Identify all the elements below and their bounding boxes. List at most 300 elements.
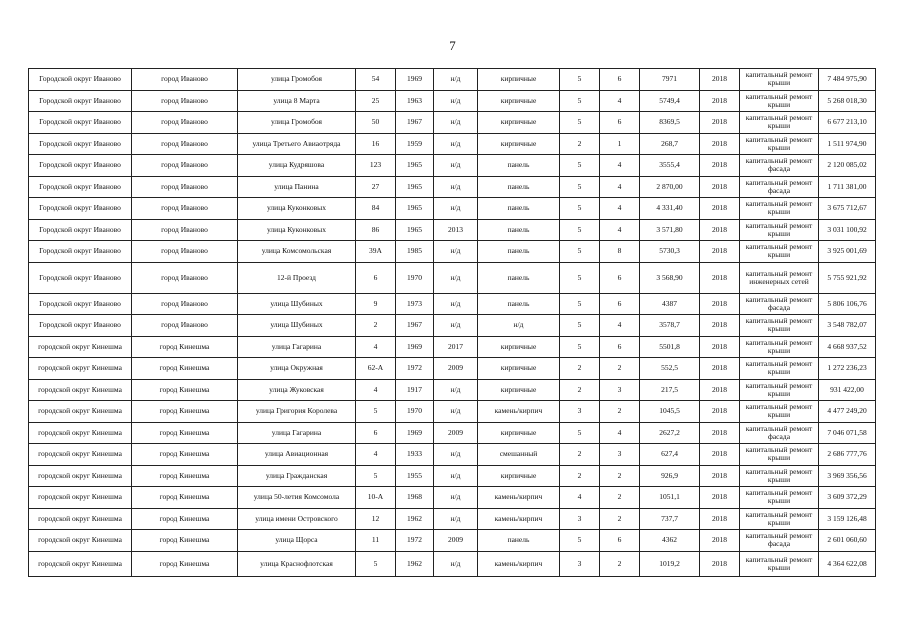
cell-entrances: 2 [600, 465, 640, 487]
cell-street: улица Жуковская [238, 379, 356, 401]
cell-city: город Иваново [132, 219, 238, 241]
cell-year: 1973 [396, 293, 434, 315]
cell-cost: 4 477 249,20 [819, 401, 876, 423]
cell-district: Городской округ Иваново [29, 262, 132, 293]
cell-district: городской округ Кинешма [29, 508, 132, 530]
cell-floors: 2 [560, 133, 600, 155]
cell-street: улица Гражданская [238, 465, 356, 487]
cell-year: 1965 [396, 198, 434, 220]
cell-street: улица Громобоя [238, 112, 356, 134]
cell-material: кирпичные [478, 379, 560, 401]
cell-year: 1969 [396, 422, 434, 444]
cell-plan-year: 2018 [700, 444, 740, 466]
cell-city: город Кинешма [132, 551, 238, 576]
cell-renov: н/д [434, 551, 478, 576]
table-row [29, 90, 876, 112]
cell-entrances: 4 [600, 315, 640, 337]
cell-house: 11 [356, 530, 396, 552]
cell-entrances: 6 [600, 293, 640, 315]
cell-work: капитальный ремонт крыши [740, 336, 819, 358]
cell-city: город Иваново [132, 293, 238, 315]
cell-floors: 5 [560, 336, 600, 358]
cell-city: город Иваново [132, 241, 238, 263]
cell-area: 268,7 [640, 133, 700, 155]
cell-year: 1972 [396, 358, 434, 380]
cell-district: городской округ Кинешма [29, 530, 132, 552]
cell-area: 3578,7 [640, 315, 700, 337]
cell-district: городской округ Кинешма [29, 422, 132, 444]
cell-district: городской округ Кинешма [29, 336, 132, 358]
cell-city: город Кинешма [132, 487, 238, 509]
cell-floors: 5 [560, 293, 600, 315]
cell-material: кирпичные [478, 90, 560, 112]
cell-district: Городской округ Иваново [29, 155, 132, 177]
cell-house: 4 [356, 336, 396, 358]
table-row [29, 444, 876, 466]
cell-work: капитальный ремонт крыши [740, 487, 819, 509]
cell-work: капитальный ремонт крыши [740, 198, 819, 220]
cell-house: 12 [356, 508, 396, 530]
cell-district: городской округ Кинешма [29, 551, 132, 576]
cell-entrances: 6 [600, 112, 640, 134]
cell-area: 627,4 [640, 444, 700, 466]
cell-city: город Иваново [132, 69, 238, 91]
cell-plan-year: 2018 [700, 401, 740, 423]
table-row [29, 112, 876, 134]
cell-work: капитальный ремонт крыши [740, 465, 819, 487]
cell-area: 8369,5 [640, 112, 700, 134]
cell-year: 1968 [396, 487, 434, 509]
cell-district: Городской округ Иваново [29, 133, 132, 155]
cell-house: 4 [356, 379, 396, 401]
cell-material: н/д [478, 315, 560, 337]
cell-city: город Кинешма [132, 422, 238, 444]
cell-cost: 5 806 106,76 [819, 293, 876, 315]
cell-street: улица Гагарина [238, 422, 356, 444]
cell-renov: 2009 [434, 530, 478, 552]
cell-floors: 5 [560, 241, 600, 263]
cell-year: 1985 [396, 241, 434, 263]
cell-material: панель [478, 219, 560, 241]
cell-renov: н/д [434, 487, 478, 509]
cell-area: 3 568,90 [640, 262, 700, 293]
cell-year: 1970 [396, 262, 434, 293]
cell-year: 1962 [396, 551, 434, 576]
cell-city: город Иваново [132, 198, 238, 220]
cell-material: кирпичные [478, 422, 560, 444]
cell-work: капитальный ремонт крыши [740, 551, 819, 576]
cell-work: капитальный ремонт крыши [740, 90, 819, 112]
cell-plan-year: 2018 [700, 379, 740, 401]
cell-work: капитальный ремонт инженерных сетей [740, 262, 819, 293]
cell-material: панель [478, 155, 560, 177]
cell-district: Городской округ Иваново [29, 112, 132, 134]
cell-cost: 3 031 100,92 [819, 219, 876, 241]
cell-material: панель [478, 530, 560, 552]
cell-renov: н/д [434, 176, 478, 198]
cell-work: капитальный ремонт крыши [740, 379, 819, 401]
cell-house: 39А [356, 241, 396, 263]
cell-entrances: 1 [600, 133, 640, 155]
cell-renov: н/д [434, 69, 478, 91]
cell-renov: н/д [434, 315, 478, 337]
table-row [29, 69, 876, 91]
cell-material: панель [478, 293, 560, 315]
cell-plan-year: 2018 [700, 422, 740, 444]
cell-renov: 2013 [434, 219, 478, 241]
cell-cost: 1 711 381,00 [819, 176, 876, 198]
cell-city: город Кинешма [132, 530, 238, 552]
cell-work: капитальный ремонт крыши [740, 358, 819, 380]
table-row [29, 315, 876, 337]
cell-plan-year: 2018 [700, 69, 740, 91]
cell-cost: 3 969 356,56 [819, 465, 876, 487]
cell-street: улица имени Островского [238, 508, 356, 530]
page-number: 7 [449, 38, 456, 53]
table-row [29, 133, 876, 155]
cell-renov: 2009 [434, 422, 478, 444]
cell-plan-year: 2018 [700, 315, 740, 337]
cell-renov: 2009 [434, 358, 478, 380]
cell-area: 1051,1 [640, 487, 700, 509]
cell-renov: н/д [434, 90, 478, 112]
cell-material: камень/кирпич [478, 508, 560, 530]
cell-floors: 2 [560, 444, 600, 466]
cell-work: капитальный ремонт крыши [740, 241, 819, 263]
cell-area: 5749,4 [640, 90, 700, 112]
cell-renov: 2017 [434, 336, 478, 358]
cell-cost: 3 159 126,48 [819, 508, 876, 530]
cell-renov: н/д [434, 379, 478, 401]
cell-material: кирпичные [478, 465, 560, 487]
cell-year: 1972 [396, 530, 434, 552]
cell-area: 5501,8 [640, 336, 700, 358]
cell-street: улица Краснофлотская [238, 551, 356, 576]
cell-year: 1967 [396, 315, 434, 337]
cell-house: 16 [356, 133, 396, 155]
cell-area: 1019,2 [640, 551, 700, 576]
cell-renov: н/д [434, 444, 478, 466]
cell-floors: 3 [560, 401, 600, 423]
cell-entrances: 4 [600, 198, 640, 220]
cell-street: улица Шубиных [238, 315, 356, 337]
cell-year: 1970 [396, 401, 434, 423]
cell-entrances: 2 [600, 401, 640, 423]
cell-floors: 5 [560, 422, 600, 444]
cell-material: кирпичные [478, 112, 560, 134]
cell-area: 217,5 [640, 379, 700, 401]
cell-plan-year: 2018 [700, 358, 740, 380]
cell-floors: 4 [560, 487, 600, 509]
cell-area: 926,9 [640, 465, 700, 487]
cell-street: улица Гагарина [238, 336, 356, 358]
cell-work: капитальный ремонт фасада [740, 176, 819, 198]
table-row [29, 219, 876, 241]
cell-renov: н/д [434, 198, 478, 220]
cell-cost: 931 422,00 [819, 379, 876, 401]
cell-street: улица Кудряшова [238, 155, 356, 177]
cell-floors: 2 [560, 379, 600, 401]
cell-material: камень/кирпич [478, 551, 560, 576]
cell-city: город Кинешма [132, 358, 238, 380]
table-row [29, 262, 876, 293]
cell-area: 3 571,80 [640, 219, 700, 241]
cell-floors: 5 [560, 112, 600, 134]
cell-entrances: 2 [600, 508, 640, 530]
cell-area: 3555,4 [640, 155, 700, 177]
cell-district: Городской округ Иваново [29, 293, 132, 315]
cell-year: 1969 [396, 69, 434, 91]
table-row [29, 198, 876, 220]
cell-work: капитальный ремонт крыши [740, 112, 819, 134]
cell-entrances: 4 [600, 176, 640, 198]
cell-material: панель [478, 176, 560, 198]
cell-material: кирпичные [478, 69, 560, 91]
cell-city: город Иваново [132, 112, 238, 134]
cell-house: 10-А [356, 487, 396, 509]
cell-house: 84 [356, 198, 396, 220]
cell-cost: 1 272 236,23 [819, 358, 876, 380]
cell-city: город Иваново [132, 262, 238, 293]
cell-street: улица 50-летия Комсомола [238, 487, 356, 509]
table-row [29, 487, 876, 509]
cell-cost: 1 511 974,90 [819, 133, 876, 155]
cell-house: 54 [356, 69, 396, 91]
cell-street: улица Панина [238, 176, 356, 198]
cell-street: улица Третьего Авиаотряда [238, 133, 356, 155]
cell-entrances: 4 [600, 422, 640, 444]
cell-renov: н/д [434, 241, 478, 263]
cell-plan-year: 2018 [700, 465, 740, 487]
cell-material: камень/кирпич [478, 487, 560, 509]
cell-house: 2 [356, 315, 396, 337]
cell-material: панель [478, 241, 560, 263]
cell-house: 25 [356, 90, 396, 112]
cell-district: Городской округ Иваново [29, 176, 132, 198]
cell-street: улица Щорса [238, 530, 356, 552]
cell-floors: 2 [560, 465, 600, 487]
cell-floors: 3 [560, 551, 600, 576]
table-row [29, 530, 876, 552]
cell-plan-year: 2018 [700, 219, 740, 241]
cell-floors: 5 [560, 155, 600, 177]
cell-street: улица Комсомольская [238, 241, 356, 263]
cell-street: улица Куконковых [238, 219, 356, 241]
cell-cost: 5 755 921,92 [819, 262, 876, 293]
cell-city: город Кинешма [132, 401, 238, 423]
cell-plan-year: 2018 [700, 198, 740, 220]
cell-renov: н/д [434, 262, 478, 293]
cell-house: 6 [356, 422, 396, 444]
table-row [29, 241, 876, 263]
cell-year: 1965 [396, 219, 434, 241]
cell-cost: 6 677 213,10 [819, 112, 876, 134]
cell-year: 1965 [396, 176, 434, 198]
cell-work: капитальный ремонт фасада [740, 422, 819, 444]
cell-street: улица Куконковых [238, 198, 356, 220]
table-row [29, 379, 876, 401]
cell-city: город Кинешма [132, 465, 238, 487]
cell-city: город Иваново [132, 315, 238, 337]
cell-cost: 2 120 085,02 [819, 155, 876, 177]
cell-material: кирпичные [478, 358, 560, 380]
cell-floors: 3 [560, 508, 600, 530]
cell-plan-year: 2018 [700, 293, 740, 315]
cell-cost: 4 364 622,08 [819, 551, 876, 576]
cell-district: городской округ Кинешма [29, 444, 132, 466]
cell-year: 1955 [396, 465, 434, 487]
cell-district: Городской округ Иваново [29, 90, 132, 112]
cell-area: 7971 [640, 69, 700, 91]
cell-material: кирпичные [478, 336, 560, 358]
cell-plan-year: 2018 [700, 262, 740, 293]
cell-plan-year: 2018 [700, 336, 740, 358]
cell-house: 9 [356, 293, 396, 315]
cell-year: 1965 [396, 155, 434, 177]
cell-floors: 5 [560, 530, 600, 552]
table-row [29, 422, 876, 444]
cell-work: капитальный ремонт крыши [740, 219, 819, 241]
cell-plan-year: 2018 [700, 487, 740, 509]
cell-floors: 5 [560, 90, 600, 112]
cell-city: город Кинешма [132, 379, 238, 401]
cell-material: панель [478, 262, 560, 293]
cell-area: 737,7 [640, 508, 700, 530]
table-row [29, 401, 876, 423]
cell-plan-year: 2018 [700, 530, 740, 552]
cell-house: 5 [356, 551, 396, 576]
cell-area: 4362 [640, 530, 700, 552]
cell-work: капитальный ремонт крыши [740, 401, 819, 423]
cell-plan-year: 2018 [700, 241, 740, 263]
cell-street: улица 8 Марта [238, 90, 356, 112]
cell-renov: н/д [434, 293, 478, 315]
cell-city: город Кинешма [132, 444, 238, 466]
cell-entrances: 3 [600, 379, 640, 401]
cell-entrances: 6 [600, 336, 640, 358]
cell-street: улица Григория Королева [238, 401, 356, 423]
cell-floors: 5 [560, 69, 600, 91]
cell-renov: н/д [434, 508, 478, 530]
cell-street: улица Авиационная [238, 444, 356, 466]
cell-city: город Кинешма [132, 508, 238, 530]
cell-plan-year: 2018 [700, 155, 740, 177]
cell-cost: 4 668 937,52 [819, 336, 876, 358]
cell-material: кирпичные [478, 133, 560, 155]
cell-district: Городской округ Иваново [29, 241, 132, 263]
cell-year: 1962 [396, 508, 434, 530]
cell-floors: 5 [560, 176, 600, 198]
cell-house: 86 [356, 219, 396, 241]
cell-cost: 3 675 712,67 [819, 198, 876, 220]
cell-entrances: 6 [600, 530, 640, 552]
cell-district: Городской округ Иваново [29, 198, 132, 220]
cell-cost: 7 484 975,90 [819, 69, 876, 91]
cell-entrances: 2 [600, 487, 640, 509]
cell-city: город Иваново [132, 90, 238, 112]
cell-area: 4387 [640, 293, 700, 315]
cell-house: 62-А [356, 358, 396, 380]
cell-floors: 5 [560, 262, 600, 293]
cell-district: Городской округ Иваново [29, 219, 132, 241]
table-row [29, 155, 876, 177]
cell-cost: 2 601 060,60 [819, 530, 876, 552]
cell-entrances: 4 [600, 90, 640, 112]
cell-district: Городской округ Иваново [29, 69, 132, 91]
cell-house: 5 [356, 401, 396, 423]
cell-floors: 2 [560, 358, 600, 380]
cell-street: улица Шубиных [238, 293, 356, 315]
cell-entrances: 8 [600, 241, 640, 263]
cell-house: 50 [356, 112, 396, 134]
cell-city: город Кинешма [132, 336, 238, 358]
cell-area: 2627,2 [640, 422, 700, 444]
table-row [29, 336, 876, 358]
cell-street: 12-й Проезд [238, 262, 356, 293]
cell-street: улица Окружная [238, 358, 356, 380]
cell-floors: 5 [560, 315, 600, 337]
cell-year: 1933 [396, 444, 434, 466]
cell-plan-year: 2018 [700, 133, 740, 155]
cell-floors: 5 [560, 198, 600, 220]
cell-entrances: 4 [600, 155, 640, 177]
cell-entrances: 2 [600, 551, 640, 576]
housing-repair-table [28, 68, 876, 577]
cell-renov: н/д [434, 155, 478, 177]
cell-cost: 3 609 372,29 [819, 487, 876, 509]
cell-work: капитальный ремонт крыши [740, 444, 819, 466]
cell-material: панель [478, 198, 560, 220]
cell-material: смешанный [478, 444, 560, 466]
cell-area: 2 870,00 [640, 176, 700, 198]
cell-year: 1963 [396, 90, 434, 112]
cell-year: 1917 [396, 379, 434, 401]
cell-material: камень/кирпич [478, 401, 560, 423]
cell-renov: н/д [434, 465, 478, 487]
cell-work: капитальный ремонт фасада [740, 530, 819, 552]
cell-city: город Иваново [132, 176, 238, 198]
cell-plan-year: 2018 [700, 551, 740, 576]
cell-year: 1969 [396, 336, 434, 358]
cell-district: городской округ Кинешма [29, 465, 132, 487]
cell-area: 4 331,40 [640, 198, 700, 220]
cell-work: капитальный ремонт крыши [740, 69, 819, 91]
cell-work: капитальный ремонт крыши [740, 315, 819, 337]
table-row [29, 293, 876, 315]
table-row [29, 465, 876, 487]
cell-entrances: 2 [600, 358, 640, 380]
cell-year: 1967 [396, 112, 434, 134]
cell-house: 4 [356, 444, 396, 466]
cell-district: городской округ Кинешма [29, 379, 132, 401]
table-row [29, 508, 876, 530]
cell-area: 552,5 [640, 358, 700, 380]
cell-street: улица Громобоя [238, 69, 356, 91]
cell-plan-year: 2018 [700, 90, 740, 112]
cell-entrances: 6 [600, 69, 640, 91]
cell-renov: н/д [434, 112, 478, 134]
cell-house: 123 [356, 155, 396, 177]
cell-house: 27 [356, 176, 396, 198]
cell-district: Городской округ Иваново [29, 315, 132, 337]
cell-area: 1045,5 [640, 401, 700, 423]
cell-floors: 5 [560, 219, 600, 241]
cell-district: городской округ Кинешма [29, 401, 132, 423]
cell-entrances: 3 [600, 444, 640, 466]
cell-cost: 5 268 018,30 [819, 90, 876, 112]
cell-district: городской округ Кинешма [29, 358, 132, 380]
cell-city: город Иваново [132, 133, 238, 155]
